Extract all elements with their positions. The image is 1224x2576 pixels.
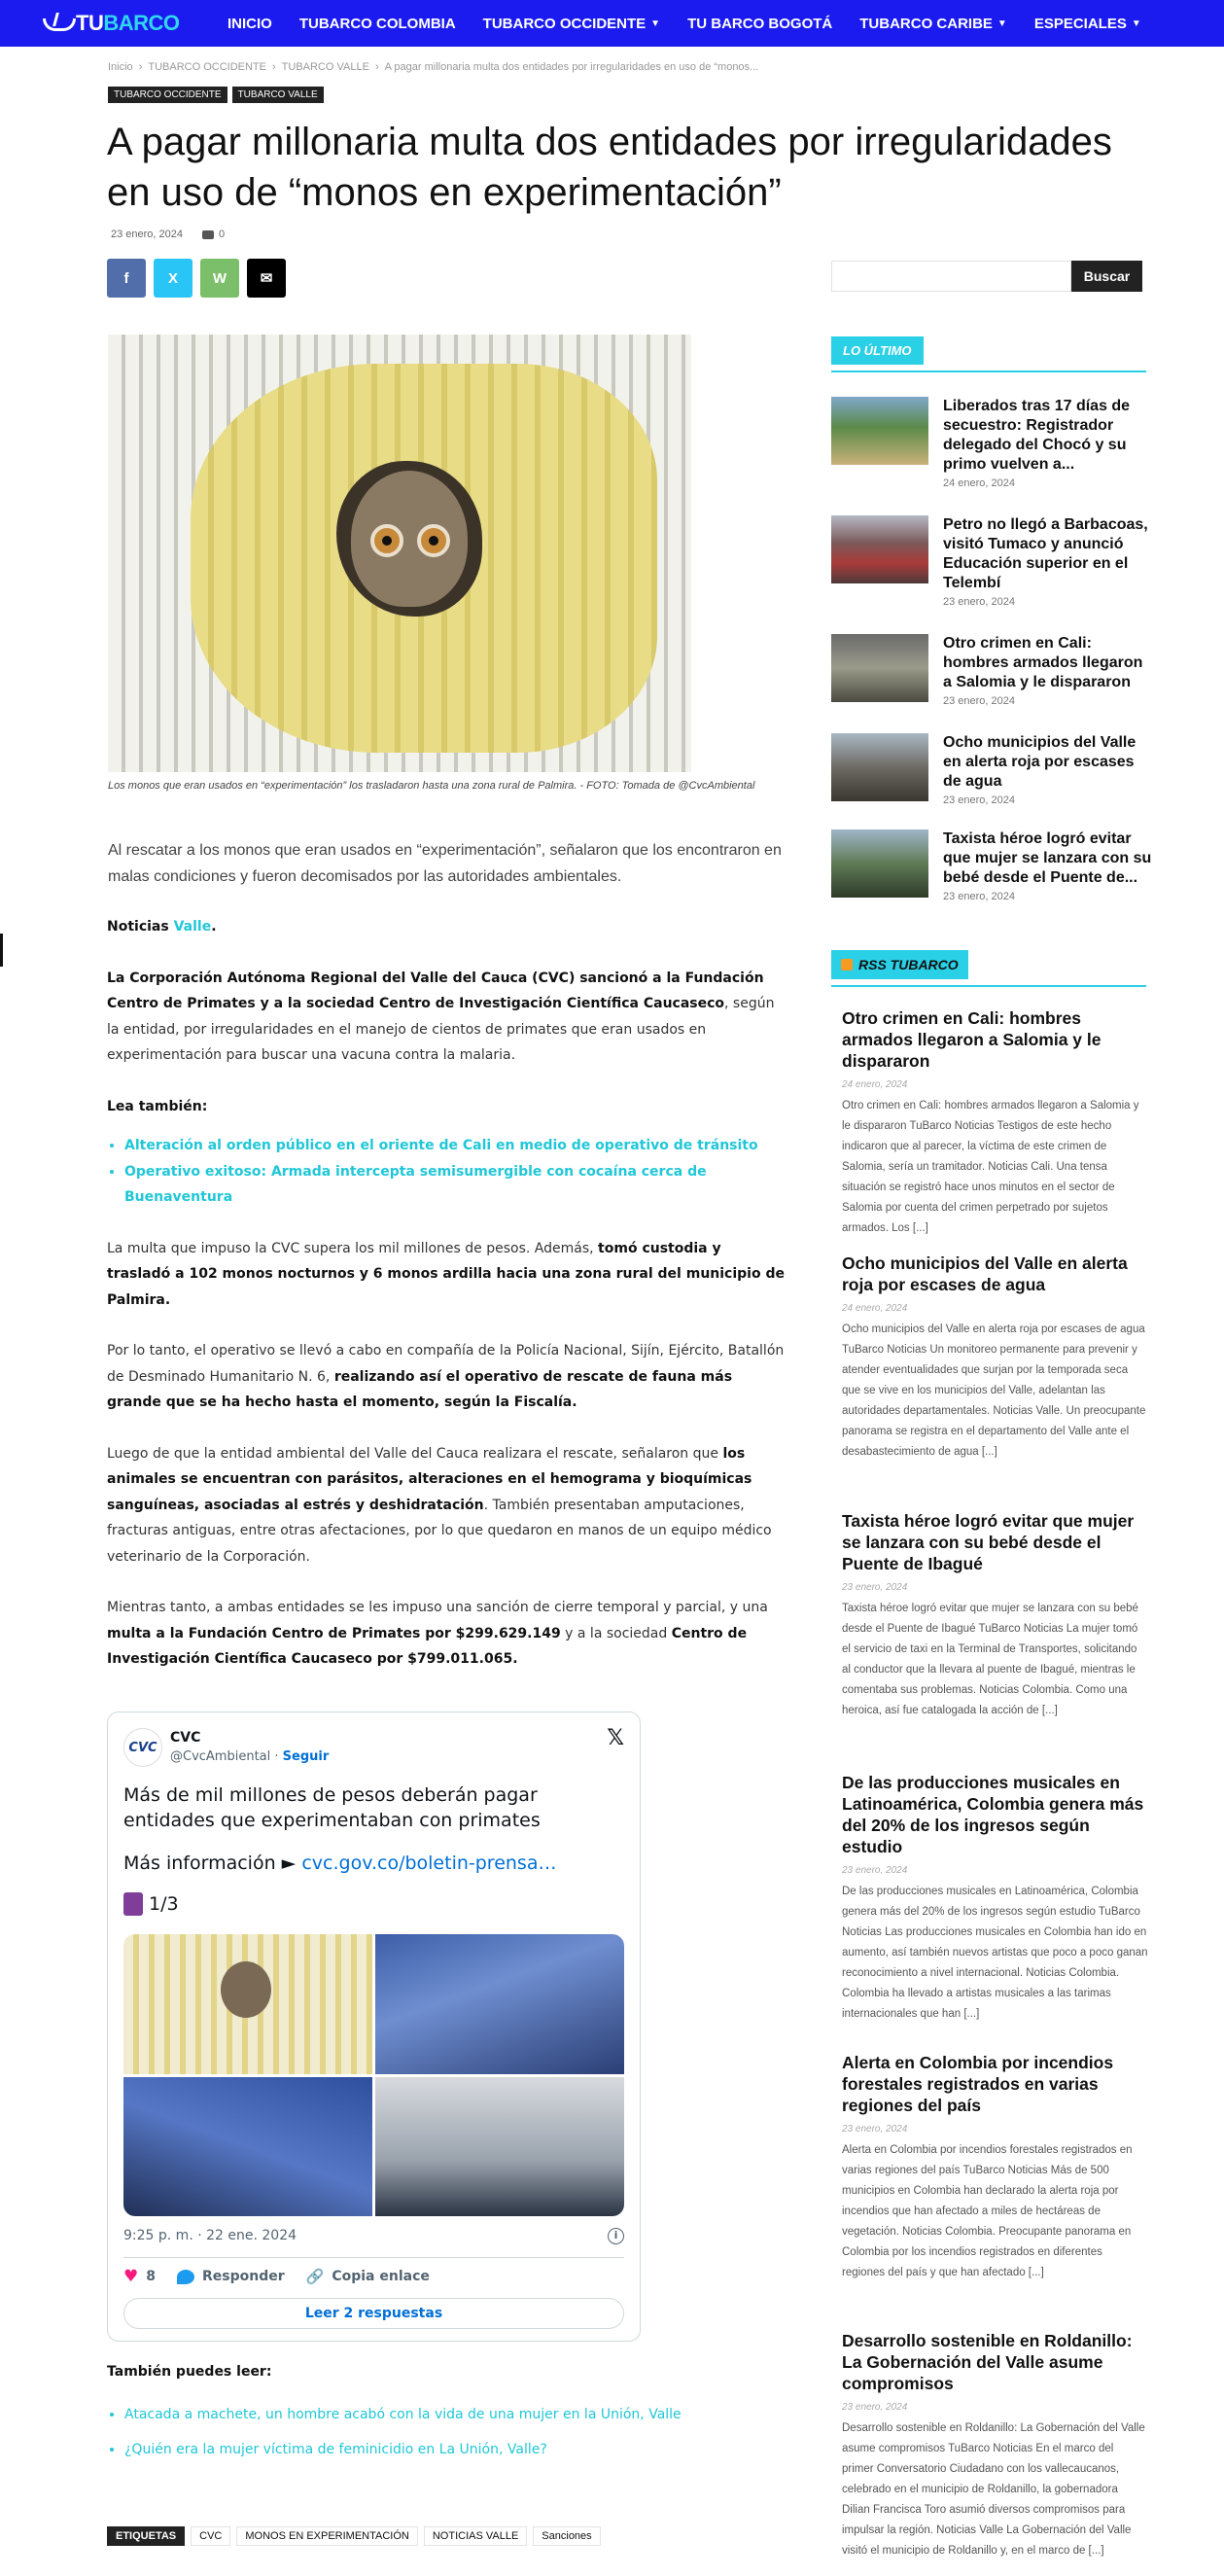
lo-ultimo-heading: LO ÚLTIMO <box>831 336 924 365</box>
edge-marker <box>0 934 3 967</box>
feed-date: 24 enero, 2024 <box>842 1079 908 1090</box>
feed-title[interactable]: Taxista héroe logró evitar que mujer se lanzara con su bebé desde el Puente de Ibagué <box>842 1511 1135 1573</box>
copy-label: Copia enlace <box>332 2269 430 2284</box>
tweet-timestamp[interactable]: 9:25 p. m. · 22 ene. 2024 <box>123 2228 297 2243</box>
monkey-eye <box>370 524 403 557</box>
feed-excerpt: De las producciones musicales en Latinoamérica, Colombia genera más del 20% de los ingresos según estudio TuBarco Noticias Las producciones musicales en Colombia han ido en aumento, así también nuevos artistas que poco a poco ganan reconocimiento a nivel internacional. Noticias Colombia. Colombia ha llevado a artistas musicales a las tarimas internacionales que han [...] <box>842 1886 1148 2020</box>
reply-bubble-icon <box>177 2270 194 2284</box>
email-share-button[interactable] <box>247 259 286 298</box>
article-body <box>107 914 787 1698</box>
paragraph <box>107 1595 787 1673</box>
search-input[interactable] <box>831 261 1071 292</box>
email-icon: ✉ <box>260 270 273 287</box>
text: La multa que impuso la CVC supera los mil millones de pesos. Además, <box>107 1240 599 1256</box>
thread-counter: 1/3 <box>149 1893 179 1915</box>
chevron-down-icon: ▼ <box>997 18 1007 29</box>
breadcrumb-valle[interactable]: TUBARCO VALLE <box>281 61 369 73</box>
text: Por lo tanto, el operativo se llevó a cabo en compañía de la Policía Nacional, Sijín, Ejército, Batallón de Desminado Humanitario N. 6, <box>107 1343 785 1385</box>
menu-label: ESPECIALES <box>1033 15 1127 32</box>
paragraph <box>107 1094 787 1120</box>
copy-link-button[interactable] <box>306 2268 430 2285</box>
category-badges <box>108 87 324 103</box>
news-text <box>943 634 1152 707</box>
chevron-right-icon: › <box>374 61 379 73</box>
feed-date: 23 enero, 2024 <box>842 1865 908 1876</box>
tweet-link[interactable]: cvc.gov.co/boletin-prensa… <box>301 1853 557 1874</box>
divider <box>123 2257 624 2258</box>
reply-label: Responder <box>202 2269 285 2284</box>
related-list <box>124 1133 787 1211</box>
tweet-names <box>170 1729 329 1766</box>
text: , según la entidad, por irregularidades en el manejo de cientos de primates que eran usados en experimentación para buscar una vacuna contra la malaria. <box>107 996 775 1063</box>
sidebar-news-item[interactable] <box>831 397 1152 489</box>
search-form <box>831 261 1142 292</box>
tweet-photo[interactable] <box>123 1934 372 2074</box>
tags-row <box>107 2526 601 2546</box>
text: Luego de que la entidad ambiental del Valle del Cauca realizara el rescate, señalaron que <box>107 1445 723 1462</box>
text: Más información ► <box>123 1853 302 1874</box>
feed-title[interactable]: Ocho municipios del Valle en alerta roja por escases de agua <box>842 1253 1128 1294</box>
menu-item-tubarco-occidente[interactable] <box>470 16 674 32</box>
article-lead: Al rescatar a los monos que eran usados en “experimentación”, señalaron que los encontraron en malas condiciones y fueron decomisados por las autoridades ambientales. <box>108 842 782 885</box>
feed-excerpt: Desarrollo sostenible en Roldanillo: La Gobernación del Valle asume compromisos TuBarco Noticias En el marco del primer Conversatorio Ciudadano con los vallecaucanos, celebrado en el municipio de Roldanillo, la gobernadora Dilian Francisca Toro asumió diversos compromisos para impulsar la región. Noticias Valle La Gobernación del Valle visitó el municipio de Roldanillo y, en el marco de [...] <box>842 2422 1145 2557</box>
paragraph <box>107 966 787 1069</box>
menu-label: TUBARCO CARIBE <box>859 15 993 32</box>
reply-button[interactable] <box>177 2269 285 2284</box>
tweet-handle[interactable]: @CvcAmbiental <box>170 1749 271 1764</box>
news-thumbnail[interactable] <box>831 733 928 801</box>
news-text <box>943 515 1152 608</box>
x-icon: X <box>167 269 178 287</box>
feed-title[interactable]: Otro crimen en Cali: hombres armados llegaron a Salomia y le dispararon <box>842 1008 1102 1071</box>
like-button[interactable] <box>123 2267 156 2286</box>
featured-image <box>108 335 691 772</box>
bold-text: Centro de Investigación Científica Caucaseco por $799.011.065. <box>107 1625 748 1667</box>
divider <box>831 371 1146 372</box>
rss-icon <box>841 959 853 970</box>
rss-feed-item <box>842 1007 1148 1239</box>
facebook-share-button[interactable] <box>107 259 146 298</box>
monkey-eye <box>417 524 450 557</box>
x-logo-icon[interactable]: 𝕏 <box>607 1726 624 1750</box>
comments-count[interactable] <box>202 229 225 240</box>
chevron-down-icon: ▼ <box>1131 18 1141 29</box>
category-badge[interactable]: TUBARCO OCCIDENTE <box>108 87 227 103</box>
text: . También presentaban amputaciones, fracturas antiguas, entre otras afectaciones, por lo que quedaron en manos de un equipo médico veterinario de la Corporación. <box>107 1497 772 1565</box>
news-title[interactable]: Ocho municipios del Valle en alerta roja por escases de agua <box>943 734 1137 790</box>
sidebar-news-item[interactable] <box>831 515 1152 608</box>
tweet-more-line <box>123 1851 610 1876</box>
feed-excerpt: Ocho municipios del Valle en alerta roja por escases de agua TuBarco Noticias Un monitoreo permanente para prevenir y atender eventualidades que surjan por la temporada seca que se vive en los municipios del Valle, adelantan las autoridades departamentales. Noticias Valle. Un preocupante panorama se registra en el departamento del Valle ante el desabastecimiento de agua [...] <box>842 1323 1146 1458</box>
paragraph <box>107 1338 787 1416</box>
site-logo[interactable] <box>41 11 187 36</box>
share-buttons <box>107 259 286 298</box>
bold-text: multa a la Fundación Centro de Primates por $299.629.149 <box>107 1625 561 1641</box>
menu-item-tubarco-colombia[interactable] <box>286 16 470 32</box>
sidebar-news-item[interactable] <box>831 733 1152 806</box>
tag-link[interactable]: MONOS EN EXPERIMENTACIÓN <box>236 2526 417 2546</box>
feed-excerpt: Alerta en Colombia por incendios forestales registrados en varias regiones del país TuBarco Noticias Más de 500 municipios en Colombia han declarado la alerta roja por incendios que han afectado a miles de hectáreas de vegetación. Noticias Colombia. Preocupante panorama en Colombia por los incendios registrados en diferentes regiones del país y que han afectado [...] <box>842 2144 1133 2278</box>
news-date: 24 enero, 2024 <box>943 477 1016 489</box>
menu-label: TUBARCO OCCIDENTE <box>482 15 647 32</box>
tweet-photo[interactable] <box>375 2077 624 2217</box>
bold-text: tomó custodia y trasladó a 102 monos nocturnos y 6 monos ardilla hacia una zona rural del municipio de Palmira. <box>107 1240 785 1308</box>
breadcrumb-current: A pagar millonaria multa dos entidades por irregularidades en uso de “monos... <box>384 61 759 73</box>
tweet-author-name[interactable]: CVC <box>170 1730 201 1746</box>
breadcrumb <box>108 61 758 73</box>
feed-title[interactable]: Desarrollo sostenible en Roldanillo: La Gobernación del Valle asume compromisos <box>842 2331 1133 2393</box>
sidebar-news-item[interactable] <box>831 829 1152 902</box>
news-title[interactable]: Taxista héroe logró evitar que mujer se lanzara con su bebé desde el Puente de... <box>943 830 1152 886</box>
tweet-photo[interactable] <box>123 2077 372 2217</box>
divider <box>831 985 1146 987</box>
tweet-embed[interactable] <box>107 1711 641 2342</box>
menu-item-tubarco-bogota[interactable] <box>674 16 846 32</box>
rss-feed-item <box>842 2330 1148 2561</box>
search-button[interactable]: Buscar <box>1071 261 1142 292</box>
tweet-photo[interactable] <box>375 1934 624 2074</box>
boat-icon <box>41 13 74 34</box>
also-read-link[interactable]: • ¿Quién era la mujer víctima de feminicidio en La Unión, Valle? <box>124 2432 787 2467</box>
article-meta <box>111 229 225 240</box>
related-link[interactable]: • Operativo exitoso: Armada intercepta semisumergible con cocaína cerca de Buenaventura <box>124 1159 787 1211</box>
paragraph <box>107 1236 787 1314</box>
logo-text-tu: TU <box>76 11 104 35</box>
feed-title[interactable]: Alerta en Colombia por incendios forestales registrados en varias regiones del país <box>842 2053 1114 2115</box>
tweet-author <box>123 1728 329 1767</box>
menu-label: TUBARCO COLOMBIA <box>298 15 456 32</box>
feed-excerpt: Taxista héroe logró evitar que mujer se lanzara con su bebé desde el Puente de Ibagué TuBarco Noticias La mujer tomó el servicio de taxi en la Terminal de Transportes, solicitando al conductor que la llevara al puente de Ibagué, mientras le comentaba sus problemas. Noticias Colombia. Como una heroica, así fue catalogada la acción de [...] <box>842 1603 1138 1716</box>
like-count: 8 <box>146 2269 156 2284</box>
valle-link[interactable]: Valle <box>173 919 212 935</box>
feed-date: 24 enero, 2024 <box>842 1303 908 1314</box>
feed-date: 23 enero, 2024 <box>842 2124 908 2135</box>
news-title[interactable]: Otro crimen en Cali: hombres armados llegaron a Salomia y le dispararon <box>943 635 1143 690</box>
news-date: 23 enero, 2024 <box>943 695 1016 707</box>
tag-link[interactable]: CVC <box>191 2526 230 2546</box>
monkey-figure <box>351 471 468 607</box>
breadcrumb-home[interactable]: Inicio <box>108 61 133 73</box>
comment-icon <box>202 230 214 239</box>
rss-feed-item <box>842 1510 1148 1721</box>
top-navbar <box>0 0 1224 47</box>
news-date: 23 enero, 2024 <box>943 891 1016 902</box>
tweet-handle-line <box>170 1747 329 1766</box>
tag-link[interactable]: Sanciones <box>533 2526 600 2546</box>
tweet-counter-line <box>123 1891 610 1917</box>
related-link[interactable]: • Alteración al orden público en el oriente de Cali en medio de operativo de tránsito <box>124 1133 787 1159</box>
news-thumbnail[interactable] <box>831 397 928 465</box>
sidebar-news-item[interactable] <box>831 634 1152 707</box>
tag-link[interactable]: NOTICIAS VALLE <box>424 2526 527 2546</box>
main-menu <box>214 16 1155 32</box>
rss-feed-item <box>842 2052 1148 2283</box>
paragraph: Noticias Valle. <box>107 919 217 935</box>
lea-tambien-heading: Lea también: <box>107 1098 208 1114</box>
logo-text-barco: BARCO <box>103 11 180 35</box>
also-read-heading: También puedes leer: <box>107 2364 272 2380</box>
heart-icon: ♥ <box>123 2267 139 2286</box>
text: Mientras tanto, a ambas entidades se les impuso una sanción de cierre temporal y parcial, y una <box>107 1600 768 1615</box>
rss-feed-item <box>842 1772 1148 2025</box>
also-read-list <box>124 2397 787 2467</box>
menu-item-tubarco-caribe[interactable] <box>846 16 1021 32</box>
bold-text: los animales se encuentran con parásitos, alteraciones en el hemograma y bioquímicas sanguíneas, asociadas al estrés y deshidratación <box>107 1445 752 1513</box>
news-thumbnail[interactable] <box>831 515 928 583</box>
paragraph <box>107 1441 787 1570</box>
news-title[interactable]: Petro no llegó a Barbacoas, visitó Tumaco y anunció Educación superior en el Telembí <box>943 516 1148 591</box>
news-thumbnail[interactable] <box>831 634 928 702</box>
menu-item-especiales[interactable] <box>1021 16 1155 32</box>
text: y a la sociedad <box>560 1625 672 1641</box>
menu-label: INICIO <box>227 15 272 32</box>
also-read-section <box>107 2354 787 2467</box>
bold-text: realizando así el operativo de rescate de fauna más grande que se ha hecho hasta el momento, según la Fiscalía. <box>107 1368 733 1410</box>
menu-label: TU BARCO BOGOTÁ <box>687 15 833 32</box>
rss-heading <box>831 950 968 979</box>
chevron-right-icon: › <box>138 61 143 73</box>
article-date: 23 enero, 2024 <box>111 229 184 240</box>
news-text <box>943 829 1152 902</box>
whatsapp-share-button[interactable] <box>200 259 239 298</box>
feed-title[interactable]: De las producciones musicales en Latinoamérica, Colombia genera más del 20% de los ingresos según estudio <box>842 1773 1144 1856</box>
image-caption: Los monos que eran usados en “experimentación” los trasladaron hasta una zona rural de Palmira. - FOTO: Tomada de @CvcAmbiental <box>108 780 755 792</box>
thread-spool-icon <box>123 1892 143 1916</box>
facebook-icon: f <box>123 269 129 287</box>
rss-label: RSS TUBARCO <box>858 957 959 972</box>
avatar[interactable]: CVC <box>123 1728 162 1767</box>
separator: · <box>270 1749 283 1764</box>
chevron-right-icon: › <box>271 61 276 73</box>
info-icon[interactable]: i <box>608 2228 624 2244</box>
chevron-down-icon: ▼ <box>650 18 661 29</box>
menu-item-inicio[interactable] <box>214 16 286 32</box>
tweet-media-grid[interactable] <box>123 1934 624 2216</box>
rss-feed-item <box>842 1253 1148 1463</box>
tags-heading: ETIQUETAS <box>107 2526 185 2546</box>
tweet-body: Más de mil millones de pesos deberán pagar entidades que experimentaban con primates <box>123 1784 541 1831</box>
also-read-link[interactable]: • Atacada a machete, un hombre acabó con la vida de una mujer en la Unión, Valle <box>124 2397 787 2432</box>
feed-excerpt: Otro crimen en Cali: hombres armados llegaron a Salomia y le dispararon TuBarco Noticias Testigos de este hecho indicaron que al parecer, la víctima de este crimen de Salomia, sería un tramitador. Noticias Cali. Una tensa situación se registró hace unos minutos en el sector de Salomia por cuenta del crimen perpetrado por sujetos armados. Los [...] <box>842 1100 1139 1234</box>
link-icon: 🔗 <box>305 2268 325 2285</box>
tweet-actions <box>123 2267 451 2286</box>
follow-button[interactable]: Seguir <box>282 1749 330 1764</box>
news-text <box>943 733 1152 806</box>
x-share-button[interactable] <box>154 259 192 298</box>
news-title[interactable]: Liberados tras 17 días de secuestro: Registrador delegado del Chocó y su primo vuelven a... <box>943 398 1131 473</box>
breadcrumb-occidente[interactable]: TUBARCO OCCIDENTE <box>148 61 266 73</box>
news-text <box>943 397 1152 489</box>
whatsapp-icon: W <box>212 269 227 287</box>
news-date: 23 enero, 2024 <box>943 596 1016 608</box>
comments-value: 0 <box>219 229 226 240</box>
feed-date: 23 enero, 2024 <box>842 1582 908 1593</box>
intro-label: Noticias <box>107 919 174 935</box>
news-date: 23 enero, 2024 <box>943 794 1016 806</box>
news-thumbnail[interactable] <box>831 829 928 898</box>
read-replies-button[interactable]: Leer 2 respuestas <box>123 2298 624 2329</box>
bold-text: La Corporación Autónoma Regional del Valle del Cauca (CVC) sancionó a la Fundación Centro de Primates y a la sociedad Centro de Investigación Científica Caucaseco <box>107 970 764 1011</box>
feed-date: 23 enero, 2024 <box>842 2402 908 2413</box>
page-title: A pagar millonaria multa dos entidades por irregularidades en uso de “monos en experimentación” <box>107 121 1112 214</box>
tweet-text <box>123 1782 610 1917</box>
category-badge[interactable]: TUBARCO VALLE <box>232 87 324 103</box>
